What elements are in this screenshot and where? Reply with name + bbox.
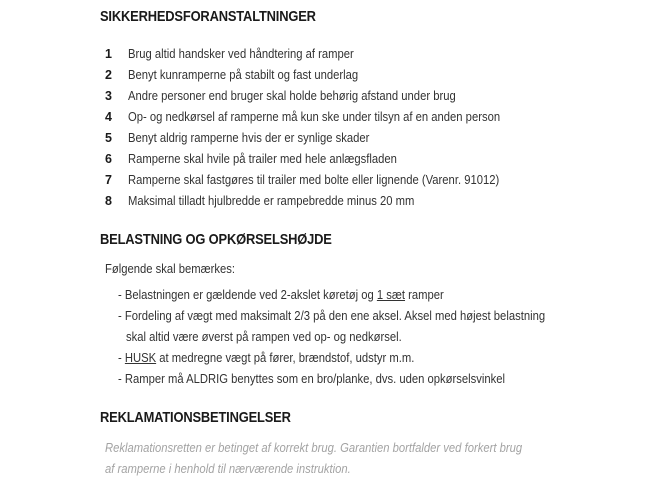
list-item (100, 190, 541, 211)
item-number: 7 (105, 172, 112, 187)
load-notes-list (118, 284, 593, 389)
safety-list (100, 44, 541, 211)
item-text: Brug altid handsker ved håndtering af ramper (128, 47, 354, 62)
list-item (118, 284, 593, 305)
note-text (118, 288, 444, 302)
note-text (118, 351, 414, 365)
note-text: - Ramper må ALDRIG benyttes som en bro/planke, dvs. uden opkørselsvinkel (118, 371, 506, 386)
load-intro: Følgende skal bemærkes: (105, 262, 236, 276)
item-text: Benyt kunramperne på stabilt og fast underlag (128, 68, 359, 83)
item-text: Ramperne skal hvile på trailer med hele anlægsfladen (128, 151, 397, 166)
list-item (118, 305, 593, 326)
complaints-text (105, 438, 522, 480)
list-item (100, 169, 541, 190)
list-item (100, 128, 541, 149)
list-item (100, 44, 541, 65)
underlined-text: 1 sæt (376, 287, 406, 302)
item-text: Benyt aldrig ramperne hvis der er synlige skader (128, 131, 370, 145)
complaints-line: af ramperne i henhold til nærværende instruktion. (105, 462, 351, 476)
note-text: - Fordeling af vægt med maksimalt 2/3 på den ene aksel. Aksel med højest belastning (118, 308, 546, 323)
note-text-part: - Belastningen er gældende ved 2-akslet køretøj og (118, 287, 377, 302)
underlined-text: HUSK (124, 350, 157, 365)
item-text: Andre personer end bruger skal holde behørig afstand under brug (128, 89, 456, 104)
load-heading: BELASTNING OG OPKØRSELSHØJDE (100, 231, 332, 248)
item-number: 8 (105, 193, 112, 208)
item-number: 3 (105, 89, 112, 104)
item-number: 6 (105, 151, 112, 166)
note-text: skal altid være øverst på rampen ved op- og nedkørsel. (126, 329, 402, 344)
safety-heading: SIKKERHEDSFORANSTALTNINGER (100, 8, 316, 25)
list-item (118, 347, 593, 368)
list-item (100, 148, 541, 169)
list-item (118, 368, 593, 389)
complaints-line: Reklamationsretten er betinget af korrekt brug. Garantien bortfalder ved forkert brug (105, 441, 523, 455)
item-number: 4 (105, 110, 112, 125)
list-item (100, 107, 541, 128)
list-item-continuation (118, 326, 593, 347)
list-item (100, 86, 541, 107)
note-text-part: at medregne vægt på fører, brændstof, udstyr m.m. (156, 350, 415, 365)
item-number: 2 (105, 68, 112, 83)
item-number: 5 (105, 131, 112, 145)
complaints-heading: REKLAMATIONSBETINGELSER (100, 409, 291, 426)
note-text-part: - (118, 350, 125, 365)
item-text: Op- og nedkørsel af ramperne må kun ske under tilsyn af en anden person (128, 110, 501, 125)
item-number: 1 (105, 47, 112, 62)
item-text: Maksimal tilladt hjulbredde er rampebredde minus 20 mm (128, 193, 415, 208)
item-text: Ramperne skal fastgøres til trailer med bolte eller lignende (Varenr. 91012) (128, 172, 500, 187)
list-item (100, 65, 541, 86)
note-text-part: ramper (405, 287, 444, 302)
